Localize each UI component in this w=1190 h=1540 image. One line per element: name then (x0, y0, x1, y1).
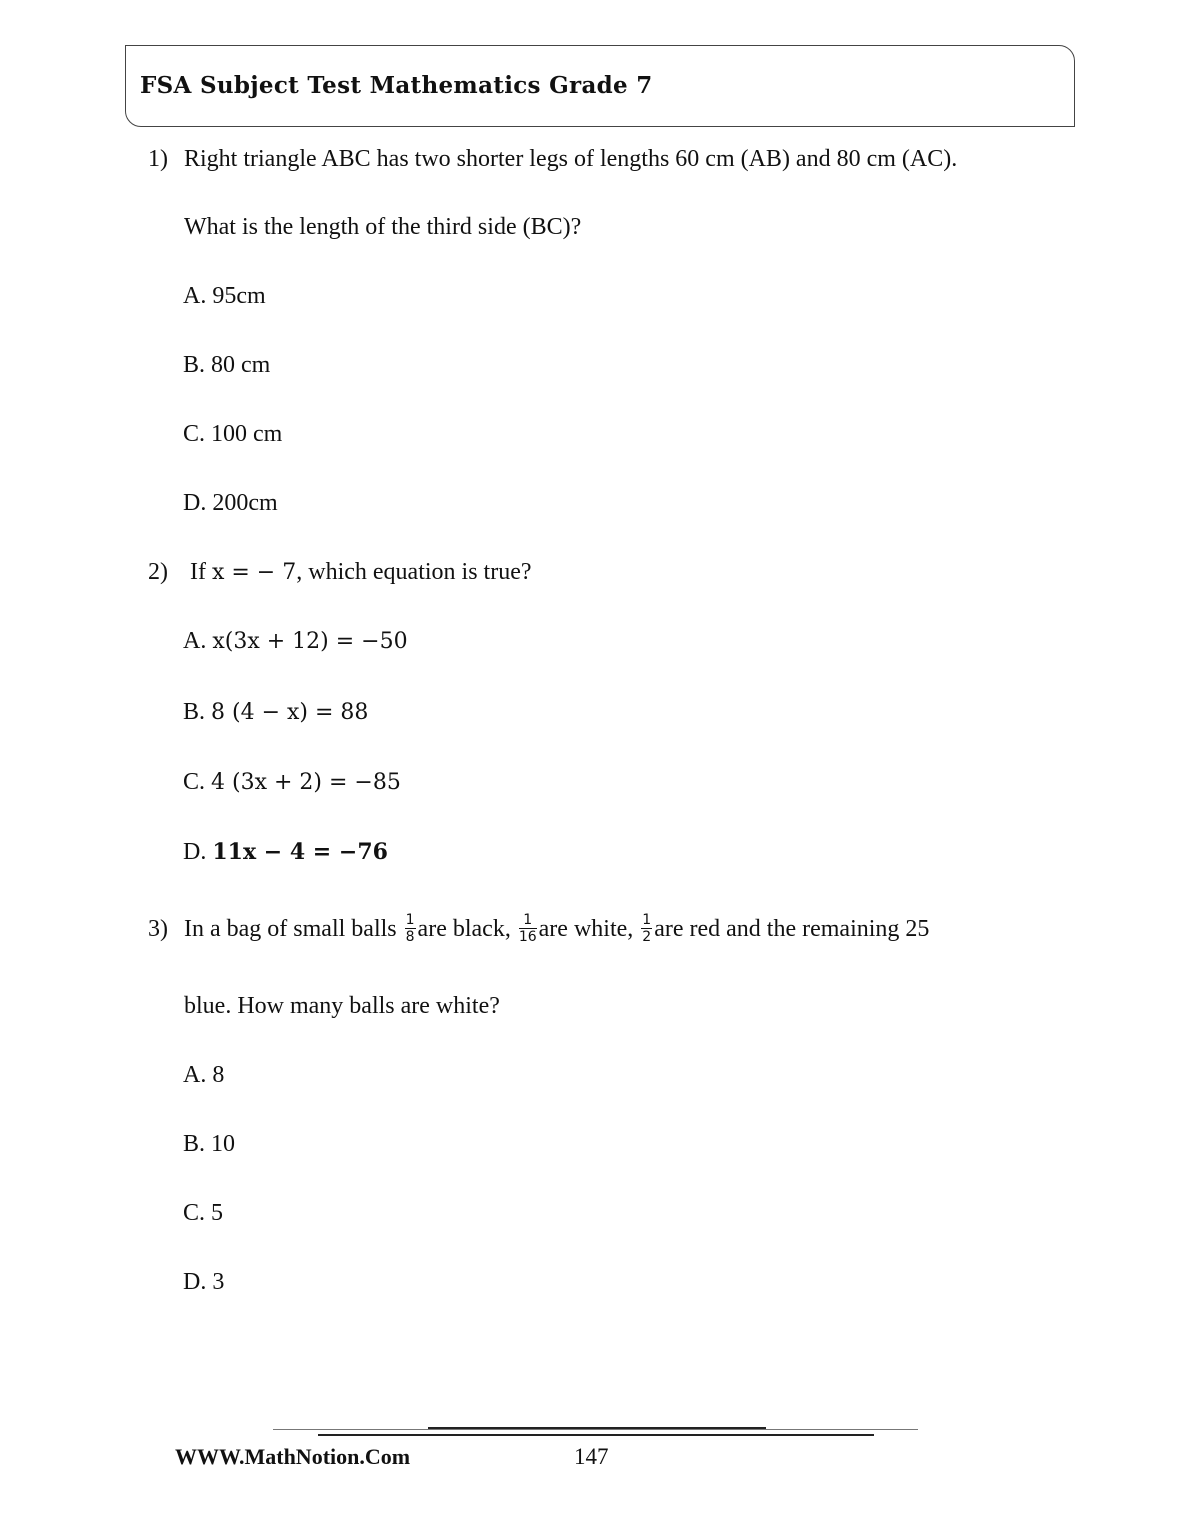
question-number: 2) (148, 559, 168, 585)
page-title: FSA Subject Test Mathematics Grade 7 (140, 72, 653, 99)
question-number: 3) (148, 916, 168, 942)
footer-rule (428, 1427, 766, 1429)
option-text: 3 (212, 1269, 225, 1295)
option-letter: A. (183, 628, 207, 654)
fraction-numerator: 1 (519, 912, 537, 929)
answer-option (183, 767, 401, 798)
page-number: 147 (574, 1444, 609, 1469)
question-text-part: In a bag of small balls (184, 916, 397, 943)
question-number: 1) (148, 146, 168, 172)
footer-rule (273, 1429, 918, 1430)
fraction (519, 912, 537, 945)
option-letter: C. (183, 1200, 206, 1226)
option-letter: C. (183, 769, 206, 795)
option-letter: A. (183, 283, 207, 309)
math-expression: x = − 7 (211, 560, 297, 585)
answer-option (183, 697, 368, 728)
answer-option (183, 837, 388, 867)
question-text: What is the length of the third side (BC)? (184, 214, 582, 240)
footer-website: WWW.MathNotion.Com (175, 1444, 411, 1469)
fraction-numerator: 1 (642, 912, 652, 928)
option-letter: B. (183, 352, 206, 378)
answer-option (183, 1198, 223, 1228)
option-letter: B. (183, 699, 206, 725)
question-text-suffix: , which equation is true? (296, 559, 532, 585)
option-text: 5 (211, 1200, 224, 1226)
option-equation: x(3x + 12) = −50 (212, 629, 408, 654)
fraction-denominator: 2 (642, 929, 652, 945)
answer-option (183, 1267, 224, 1297)
option-text: 80 cm (211, 352, 271, 378)
option-text: 100 cm (211, 421, 283, 447)
option-letter: D. (183, 839, 207, 865)
fraction-numerator: 1 (405, 912, 415, 928)
option-equation: 4 (3x + 2) = −85 (211, 770, 401, 795)
option-text: 95cm (212, 283, 266, 309)
option-letter: D. (183, 1269, 207, 1295)
question-text (190, 557, 532, 588)
question-text-part: are white, (538, 916, 634, 943)
option-text: 8 (212, 1062, 225, 1088)
option-text: 200cm (212, 490, 278, 516)
answer-option (183, 1129, 235, 1159)
header-box (125, 45, 1075, 127)
answer-option (183, 350, 270, 380)
question-text-part: are black, (417, 916, 511, 943)
question-text: blue. How many balls are white? (184, 993, 500, 1019)
fraction (405, 912, 416, 945)
question-text-part: are red and the remaining 25 (654, 916, 930, 943)
option-equation: 8 (4 − x) = 88 (211, 700, 369, 725)
fraction-denominator: 8 (405, 929, 415, 945)
option-letter: B. (183, 1131, 206, 1157)
answer-option (183, 281, 266, 311)
fraction-denominator: 16 (518, 929, 537, 945)
option-letter: D. (183, 490, 207, 516)
fraction (641, 912, 652, 945)
answer-option (183, 488, 278, 518)
answer-option (183, 419, 282, 449)
question-text (184, 914, 929, 947)
option-equation: 11x − 4 = −76 (212, 839, 388, 865)
answer-option (183, 626, 408, 657)
answer-option (183, 1060, 224, 1090)
question-text-prefix: If (190, 559, 206, 585)
footer-rule (470, 1434, 720, 1436)
option-letter: C. (183, 421, 206, 447)
question-text: Right triangle ABC has two shorter legs of lengths 60 cm (AB) and 80 cm (AC). (184, 146, 958, 172)
option-text: 10 (211, 1131, 236, 1157)
option-letter: A. (183, 1062, 207, 1088)
